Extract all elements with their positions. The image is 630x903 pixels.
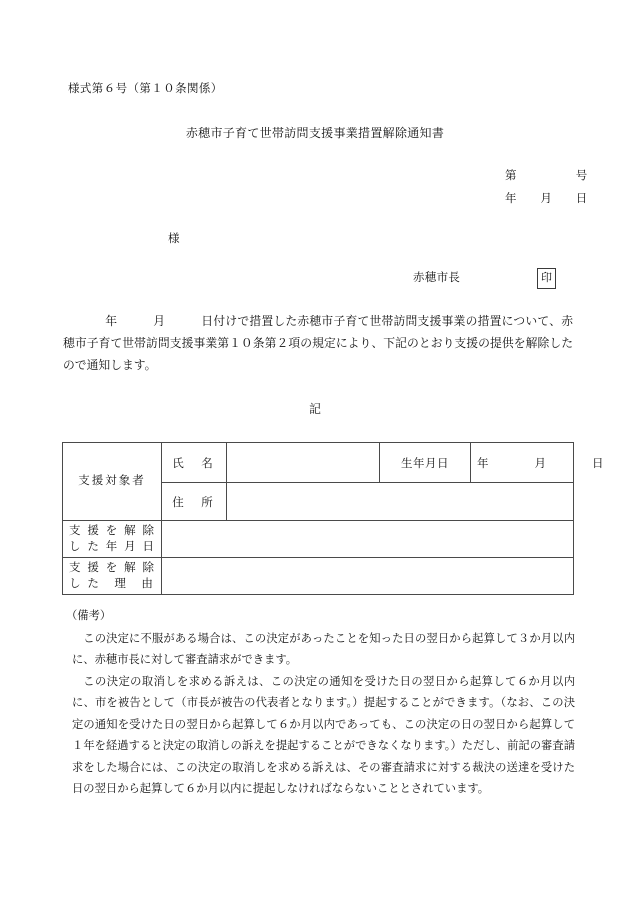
form-number: 様式第６号（第１０条関係） [68, 83, 223, 95]
value-cancel-reason[interactable] [162, 558, 574, 595]
table-row [63, 521, 574, 558]
row-label-cancel-reason: 支 援 を 解 除 し た 理 由 [63, 558, 162, 595]
issue-date-field: 年 月 日 [505, 193, 588, 205]
support-details-table [62, 442, 604, 595]
table-row [63, 443, 574, 483]
value-birthdate[interactable]: 年 月 日 [471, 443, 574, 483]
ki-marker: 記 [309, 402, 321, 416]
value-name[interactable] [227, 443, 380, 483]
seal-stamp-box: 印 [537, 268, 556, 289]
issuer-name: 赤穂市長 [413, 272, 461, 284]
body-main-text: 付けで措置した赤穂市子育て世帯訪問支援事業の措置について、赤穂市子育て世帯訪問支援事業第１０条第２項の規定により、下記のとおり支援の提供を解除したので通知します。 [63, 314, 573, 372]
remarks-title: （備考） [66, 610, 112, 622]
remarks-paragraph-appeal: この決定に不服がある場合は、この決定があったことを知った日の翌日から起算して３か月以内に、赤穂市長に対して審査請求ができます。 [72, 632, 575, 666]
body-date-blank: 年 月 日 [105, 314, 214, 328]
row-label-address: 住 所 [162, 483, 227, 521]
value-cancel-date[interactable] [162, 521, 574, 558]
body-paragraph [63, 310, 573, 376]
addressee-suffix: 様 [168, 233, 180, 245]
row-label-cancel-date: 支 援 を 解 除 し た 年 月 日 [63, 521, 162, 558]
table-row [63, 558, 574, 595]
row-label-birthdate: 生年月日 [380, 443, 471, 483]
document-number-field: 第 号 [505, 170, 588, 182]
row-label-name: 氏 名 [162, 443, 227, 483]
row-label-target-person: 支援対象者 [63, 443, 162, 521]
remarks-section [63, 606, 575, 801]
value-address[interactable] [227, 483, 574, 521]
document-title: 赤穂市子育て世帯訪問支援事業措置解除通知書 [185, 126, 445, 140]
remarks-paragraph-lawsuit: この決定の取消しを求める訴えは、この決定の通知を受けた日の翌日から起算して６か月以内に、市を被告として（市長が被告の代表者となります。）提起することができます。（なお、この決定の通知を受けた日の翌日から起算して６か月以内であっても、この決定の日の翌日から起算して１年を経過すると決定の取消しの訴えを提起することができなくなります。）ただし、前記の審査請求をした場合には、この決定の取消しを求める訴えは、その審査請求に対する裁決の送達を受けた日の翌日から起算して６か月以内に提起しなければならないこととされています。 [72, 675, 575, 795]
